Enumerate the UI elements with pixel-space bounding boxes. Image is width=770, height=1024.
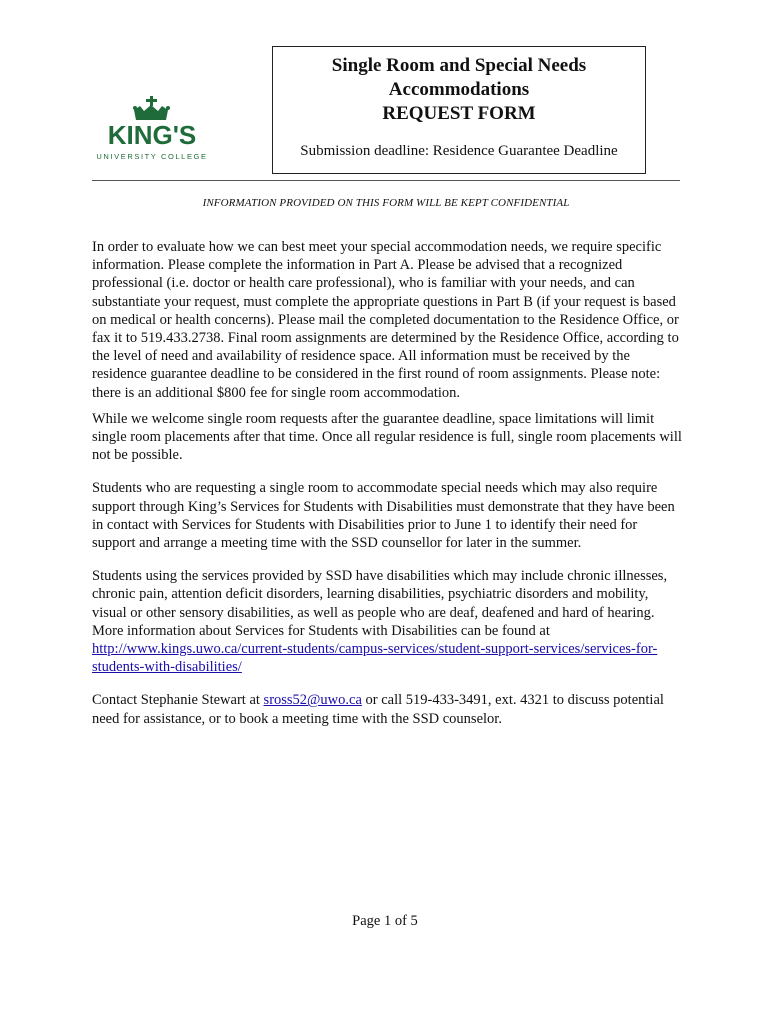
title-line-3: REQUEST FORM xyxy=(382,103,536,124)
ssd-info-link[interactable]: http://www.kings.uwo.ca/current-students/campus-services/student-support-services/services-for-students-with-disabilities/ xyxy=(92,641,658,676)
contact-email-link[interactable]: sross52@uwo.ca xyxy=(263,692,362,709)
title-line-2: Accommodations xyxy=(388,79,530,100)
kings-logo xyxy=(92,96,212,168)
submission-deadline: Submission deadline: Residence Guarantee Deadline xyxy=(300,143,618,159)
confidential-notice: INFORMATION PROVIDED ON THIS FORM WILL BE KEPT CONFIDENTIAL xyxy=(202,197,570,209)
logo-name: KING'S xyxy=(107,120,197,150)
paragraph-ssd-info xyxy=(92,567,682,676)
header-divider xyxy=(92,180,680,181)
paragraph-intro: In order to evaluate how we can best meet your special accommodation needs, we require specific information. Please complete the information in Part A. Please be advised that a recognized professional (i.e. doctor or health care professional), who is familiar with your needs, and can substantiate your request, must complete the appropriate questions in Part B (if your request is based on medical or health concerns). Please mail the completed documentation to the Residence Office, or fax it to 519.433.2738. Final room assignments are determined by the Residence Office, according to the level of need and availability of residence space. All information must be received by the residence guarantee deadline to be considered in the first round of room assignments. Please note: there is an additional $800 fee for single room accommodation. xyxy=(92,239,679,401)
logo-subtitle: UNIVERSITY COLLEGE xyxy=(96,152,208,161)
contact-text-before: Contact Stephanie Stewart at xyxy=(92,692,264,709)
paragraph-contact xyxy=(92,691,682,727)
paragraph-ssd-info-text: Students using the services provided by SSD have disabilities which may include chronic illnesses, chronic pain, attention deficit disorders, learning disabilities, psychiatric disorders and mobility, visual or other sensory disabilities, as well as people who are deaf, deafened and hard of hearing. More information about Services for Students with Disabilities can be found at xyxy=(92,568,668,639)
title-box xyxy=(272,46,646,174)
title-line-1: Single Room and Special Needs xyxy=(331,55,587,76)
paragraph-ssd-requirement: Students who are requesting a single room to accommodate special needs which may also require support through King’s Services for Students with Disabilities must demonstrate that they have been in contact with Services for Students with Disabilities prior to June 1 to identify their need for support and arrange a meeting time with the SSD counsellor for later in the summer. xyxy=(92,480,675,552)
paragraph-deadline-note: While we welcome single room requests after the guarantee deadline, space limitations will limit single room placements after that time. Once all regular residence is full, single room placements will not be possible. xyxy=(92,410,682,464)
page-number: Page 1 of 5 xyxy=(352,913,418,929)
contact-text-after: or call 519-433-3491, ext. 4321 to discuss potential need for assistance, or to book a meeting time with the SSD counselor. xyxy=(92,692,664,727)
body-text xyxy=(92,238,682,728)
